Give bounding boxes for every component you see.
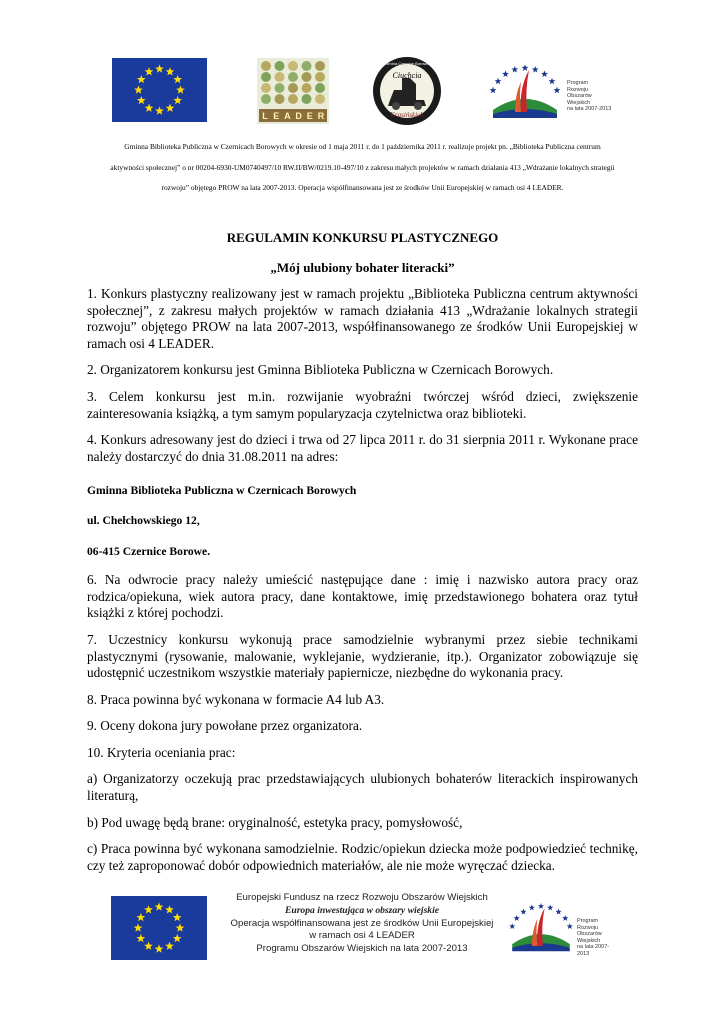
paragraph-7: 7. Uczestnicy konkursu wykonują prace samodzielnie wybranymi przez siebie technikami plastycznymi (rysowanie, malowanie, wyklejanie, wydzieranie, itp.). Organizator zobowiązuje się udostępnić uczestnikom wszystkie materiały papiernicze, niezbędne do wykonania pracy. [87, 631, 638, 681]
star-icon [176, 923, 185, 931]
criterion-b: b) Pod uwagę będą brane: oryginalność, estetyka pracy, pomysłowość, [87, 814, 463, 830]
footer-banner [0, 888, 725, 968]
star-icon [529, 904, 535, 910]
eu-stars [112, 58, 207, 122]
leader-dot [288, 61, 298, 71]
leader-dot [302, 61, 312, 71]
star-icon [502, 71, 509, 78]
project-header-note [60, 137, 665, 199]
criterion-c: c) Praca powinna być wykonana samodzielnie. Rodzic/opiekun dziecka może podpowiedzieć technikę, czy też zaproponować dobór odpowiednich materiałów, ale nie może wyręczać dziecka. [87, 841, 638, 873]
star-icon [155, 64, 164, 72]
star-icon [541, 71, 548, 78]
footer-line-4: w ramach osi 4 LEADER [309, 930, 415, 942]
paragraph-2: 2. Organizatorem konkursu jest Gminna Biblioteka Publiczna w Czernicach Borowych. [87, 362, 554, 378]
star-icon [145, 67, 154, 75]
star-icon [509, 923, 515, 929]
leader-dot [261, 94, 271, 104]
leader-letter: L [262, 111, 268, 121]
prow-logo [485, 58, 615, 124]
footer-line-1: Europejski Fundusz na rzecz Rozwoju Obszarów Wiejskich [236, 892, 488, 903]
star-icon [173, 75, 182, 83]
star-icon [554, 87, 561, 94]
eu-flag-logo [112, 58, 207, 122]
footer-line-3: Operacja współfinansowana jest ze środków Unii Europejskiej [230, 917, 494, 929]
star-icon [555, 909, 561, 915]
paragraph-9: 9. Oceny dokona jury powołane przez organizatora. [87, 718, 363, 734]
star-icon [547, 904, 553, 910]
star-icon [144, 905, 153, 913]
star-icon [520, 909, 526, 915]
header-line-3: rozwoju” objętego PROW na lata 2007-2013. Operacja współfinansowana jest ze środków Unii Europejskiej w ramach osi 4 LEADER. [161, 183, 564, 192]
star-icon [155, 902, 164, 910]
footer-caption [212, 892, 512, 956]
leader-dot [302, 72, 312, 82]
star-icon [166, 67, 175, 75]
regulations-body [87, 286, 638, 874]
paragraph-8: 8. Praca powinna być wykonana w formacie A4 lub A3. [87, 691, 385, 707]
star-icon [136, 913, 145, 921]
paragraph-4: 4. Konkurs adresowany jest do dzieci i trwa od 27 lipca 2011 r. do 31 sierpnia 2011 r. Wykonane prace należy dostarczyć do dnia 31.08.2011 na adres: [87, 432, 638, 464]
star-icon [166, 104, 175, 112]
star-icon [567, 923, 573, 929]
star-icon [173, 96, 182, 104]
address-line-1: Gminna Biblioteka Publiczna w Czernicach Borowych [87, 484, 357, 498]
star-icon [145, 104, 154, 112]
star-icon [137, 75, 146, 83]
leader-dot [288, 83, 298, 93]
leader-dot [275, 72, 285, 82]
leader-letter: R [317, 111, 325, 121]
leader-dot [315, 72, 325, 82]
header-line-1: Gminna Biblioteka Publiczna w Czernicach Borowych w okresie od 1 maja 2011 r. do 1 października 2011 r. realizuje projekt pn. „Biblioteka Publiczna centrum [124, 142, 601, 151]
eu-stars-footer [111, 896, 207, 960]
paragraph-10: 10. Kryteria oceniania prac: [87, 744, 236, 760]
svg-text:Krasińskich: Krasińskich [390, 111, 424, 119]
address-line-3: 06-415 Czernice Borowe. [87, 544, 211, 558]
star-icon [511, 66, 518, 73]
prow-footer-logo [505, 892, 620, 962]
leader-dot [275, 83, 285, 93]
criterion-a: a) Organizatorzy oczekują prac przedstawiających ulubionych bohaterów literackich inspirowanych literaturą, [87, 771, 638, 804]
leader-dot [315, 83, 325, 93]
star-icon [173, 913, 182, 921]
paragraph-1: 1. Konkurs plastyczny realizowany jest w ramach projektu „Biblioteka Publiczna centrum aktywności społecznej”, z zakresu małych projektów w ramach działania 413 „Wdrażanie lokalnych strategii rozwoju” objętego PROW na lata 2007-2013, współfinansowanego ze środków Unii Europejskiej w ramach osi 4 LEADER. [87, 286, 638, 351]
leader-dot [288, 94, 298, 104]
star-icon [176, 85, 185, 93]
header-logos [0, 56, 725, 126]
star-icon [495, 78, 502, 85]
leader-dot [288, 72, 298, 82]
header-line-2: aktywności społecznej” o nr 00204-6930-UM0740497/10 RW.II/BW/0219.10-497/10 z zakresu małych projektów w ramach działania 413 „Wdrażanie lokalnych strategii [110, 162, 615, 172]
leader-dot [275, 61, 285, 71]
leader-dot [302, 83, 312, 93]
leader-dot [315, 61, 325, 71]
leader-dot [315, 94, 325, 104]
svg-text:Ciuchcia: Ciuchcia [392, 71, 422, 80]
footer-line-5: Programu Obszarów Wiejskich na lata 2007-2013 [256, 943, 468, 955]
leader-logo [257, 58, 329, 124]
svg-text:Gmina Czernice Borowe: Gmina Czernice Borowe [385, 61, 429, 66]
paragraph-6: 6. Na odwrocie pracy należy umieścić następujące dane : imię i nazwisko autora pracy oraz rodzica/opiekuna, wiek autora pracy, dane kontaktowe, imię przedstawionego bohatera oraz tytuł książki z której pochodzi. [87, 572, 638, 621]
leader-dot [261, 61, 271, 71]
footer-line-2: Europa inwestująca w obszary wiejskie [284, 904, 440, 916]
star-icon [173, 934, 182, 942]
eu-flag-footer-logo [111, 896, 207, 960]
star-icon [155, 944, 164, 952]
document-title: REGULAMIN KONKURSU PLASTYCZNEGO [226, 230, 499, 245]
prow-footer-caption: Program Rozwoju Obszarów Wiejskich na lata 2007-2013 [577, 918, 610, 957]
leader-dot [275, 94, 285, 104]
leader-letter: D [295, 111, 302, 121]
leader-dot [302, 94, 312, 104]
star-icon [514, 915, 520, 921]
star-icon [532, 66, 539, 73]
leader-letter: E [273, 111, 280, 121]
star-icon [137, 96, 146, 104]
star-icon [136, 934, 145, 942]
star-icon [134, 85, 143, 93]
club-ciuchcia-logo [372, 56, 442, 126]
document-subtitle: „Mój ulubiony bohater literacki” [270, 260, 455, 275]
leader-dot [261, 72, 271, 82]
address-line-2: ul. Chełchowskiego 12, [87, 513, 200, 527]
star-icon [562, 915, 568, 921]
leader-letter: A [284, 111, 291, 121]
star-icon [490, 87, 497, 94]
star-icon [549, 78, 556, 85]
star-icon [155, 106, 164, 114]
leader-dot [261, 83, 271, 93]
star-icon [522, 64, 529, 71]
star-icon [144, 942, 153, 950]
star-icon [165, 942, 174, 950]
leader-letter: E [306, 111, 313, 121]
star-icon [134, 923, 143, 931]
paragraph-3: 3. Celem konkursu jest m.in. rozwijanie wyobraźni twórczej wśród dzieci, zwiększenie zainteresowania książką, a tym samym popularyzacja czytelnictwa oraz biblioteki. [87, 388, 638, 421]
star-icon [538, 903, 544, 909]
star-icon [165, 905, 174, 913]
prow-caption: Program Rozwoju Obszarów Wiejskich na lata 2007-2013 [567, 80, 612, 112]
